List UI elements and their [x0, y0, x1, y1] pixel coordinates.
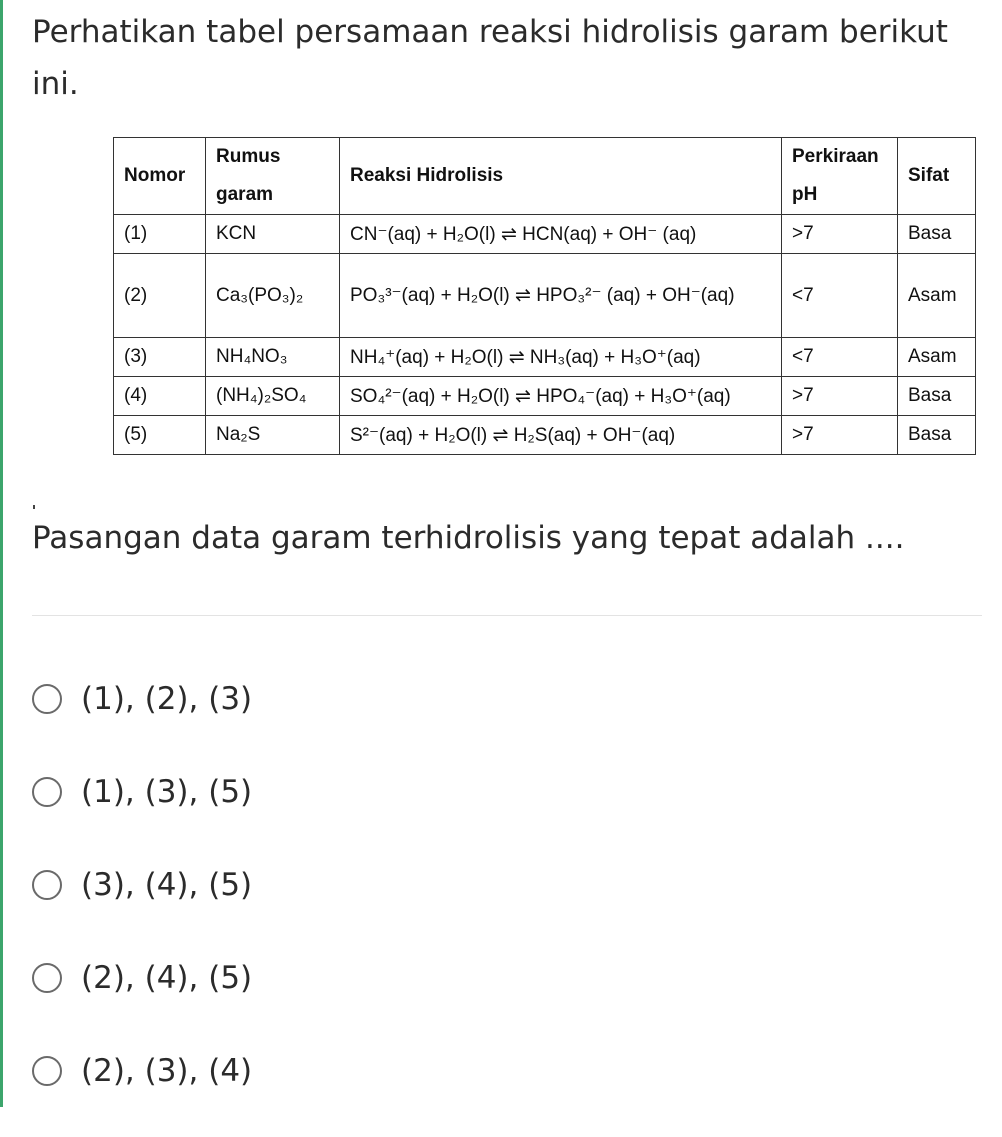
- cell-rumus: Na₂S: [206, 416, 340, 455]
- cell-sifat: Basa: [898, 377, 976, 416]
- cell-sifat: Asam: [898, 254, 976, 338]
- cell-nomor: (5): [114, 416, 206, 455]
- cell-ph: >7: [782, 377, 898, 416]
- question-text: Perhatikan tabel persamaan reaksi hidrolisis garam berikut ini.: [32, 14, 948, 102]
- cell-rumus: (NH₄)₂SO₄: [206, 377, 340, 416]
- table-row: [114, 338, 976, 377]
- cell-reaksi: CN⁻(aq) + H₂O(l) ⇌ HCN(aq) + OH⁻ (aq): [340, 215, 782, 254]
- table-row: [114, 215, 976, 254]
- table-header-row: [114, 138, 976, 215]
- option-label: (2), (3), (4): [81, 1053, 253, 1089]
- option-label: (2), (4), (5): [81, 960, 253, 996]
- header-nomor: Nomor: [114, 138, 206, 215]
- header-ph: Perkiraan pH: [782, 138, 898, 215]
- header-rumus: Rumus garam: [206, 138, 340, 215]
- header-sifat: Sifat: [898, 138, 976, 215]
- cell-reaksi: NH₄⁺(aq) + H₂O(l) ⇌ NH₃(aq) + H₃O⁺(aq): [340, 338, 782, 377]
- hydrolysis-table: [113, 137, 976, 455]
- cell-ph: >7: [782, 416, 898, 455]
- radio-button[interactable]: [32, 684, 62, 714]
- table-row: [114, 254, 976, 338]
- cell-nomor: (2): [114, 254, 206, 338]
- question-prompt: Pasangan data garam terhidrolisis yang tepat adalah ....: [32, 520, 905, 556]
- answer-option[interactable]: [32, 951, 252, 1005]
- divider: [32, 615, 982, 616]
- cell-reaksi: PO₃³⁻(aq) + H₂O(l) ⇌ HPO₃²⁻ (aq) + OH⁻(aq): [340, 254, 782, 338]
- cell-sifat: Basa: [898, 215, 976, 254]
- cell-sifat: Asam: [898, 338, 976, 377]
- option-label: (1), (2), (3): [81, 681, 253, 717]
- cell-rumus: NH₄NO₃: [206, 338, 340, 377]
- radio-button[interactable]: [32, 963, 62, 993]
- answer-options: [32, 672, 252, 1137]
- cell-nomor: (3): [114, 338, 206, 377]
- cell-rumus: Ca₃(PO₃)₂: [206, 254, 340, 338]
- cell-sifat: Basa: [898, 416, 976, 455]
- cell-nomor: (4): [114, 377, 206, 416]
- radio-button[interactable]: [32, 1056, 62, 1086]
- answer-option[interactable]: [32, 765, 252, 819]
- stray-mark: [33, 505, 35, 509]
- option-label: (3), (4), (5): [81, 867, 253, 903]
- left-accent-bar: [0, 0, 3, 1107]
- answer-option[interactable]: [32, 1044, 252, 1098]
- cell-reaksi: S²⁻(aq) + H₂O(l) ⇌ H₂S(aq) + OH⁻(aq): [340, 416, 782, 455]
- cell-reaksi: SO₄²⁻(aq) + H₂O(l) ⇌ HPO₄⁻(aq) + H₃O⁺(aq): [340, 377, 782, 416]
- table-row: [114, 416, 976, 455]
- cell-ph: <7: [782, 254, 898, 338]
- radio-button[interactable]: [32, 870, 62, 900]
- radio-button[interactable]: [32, 777, 62, 807]
- cell-rumus: KCN: [206, 215, 340, 254]
- table-row: [114, 377, 976, 416]
- answer-option[interactable]: [32, 858, 252, 912]
- cell-nomor: (1): [114, 215, 206, 254]
- cell-ph: <7: [782, 338, 898, 377]
- option-label: (1), (3), (5): [81, 774, 253, 810]
- header-reaksi: Reaksi Hidrolisis: [340, 138, 782, 215]
- cell-ph: >7: [782, 215, 898, 254]
- answer-option[interactable]: [32, 672, 252, 726]
